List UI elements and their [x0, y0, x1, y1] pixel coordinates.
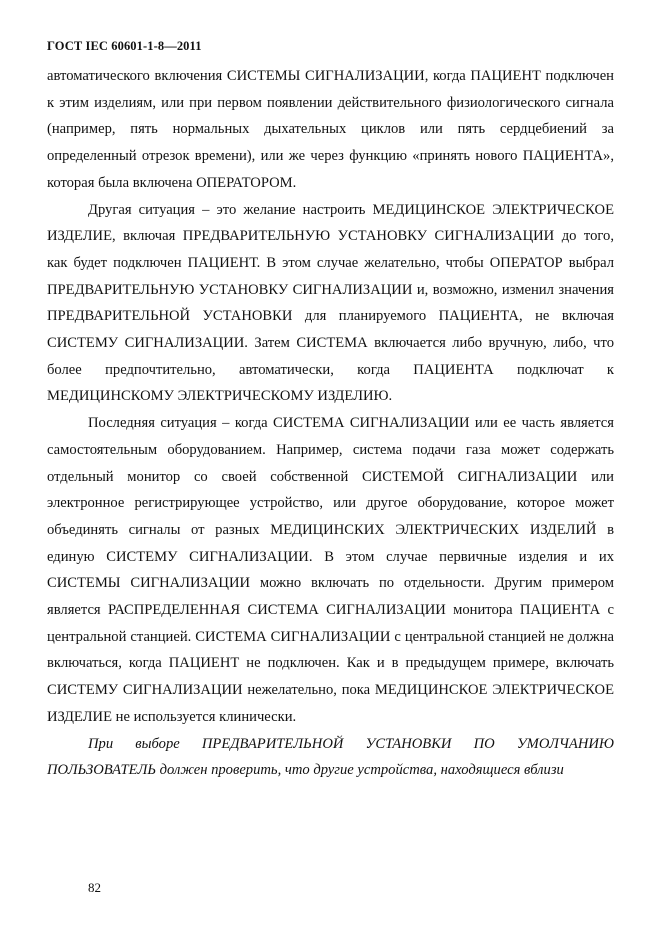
- document-body: [47, 63, 614, 784]
- page-number: 82: [88, 880, 101, 895]
- paragraph-default-preset: При выборе ПРЕДВАРИТЕЛЬНОЙ УСТАНОВКИ ПО УМОЛЧАНИЮ ПОЛЬЗОВАТЕЛЬ должен проверить, что другие устройства, находящиеся вблизи: [47, 735, 614, 779]
- document-page: [47, 0, 614, 936]
- paragraph-standalone-equipment: Последняя ситуация – когда СИСТЕМА СИГНАЛИЗАЦИИ или ее часть является самостоятельным оборудованием. Например, система подачи газа может содержать отдельный монитор со своей собственной СИСТЕМОЙ СИГНАЛИЗАЦИИ или электронное регистрирующее устройство, или другое оборудование, которое может объединять сигналы от разных МЕДИЦИНСКИХ ЭЛЕКТРИЧЕСКИХ ИЗДЕЛИЙ в единую СИСТЕМУ СИГНАЛИЗАЦИИ. В этом случае первичные изделия и их СИСТЕМЫ СИГНАЛИЗАЦИИ можно включать по отдельности. Другим примером является РАСПРЕДЕЛЕННАЯ СИСТЕМА СИГНАЛИЗАЦИИ монитора ПАЦИЕНТА с центральной станцией. СИСТЕМА СИГНАЛИЗАЦИИ с центральной станцией не должна включаться, когда ПАЦИЕНТ не подключен. Как и в предыдущем примере, включать СИСТЕМУ СИГНАЛИЗАЦИИ нежелательно, пока МЕДИЦИНСКОЕ ЭЛЕКТРИЧЕСКОЕ ИЗДЕЛИЕ не используется клинически.: [47, 415, 614, 725]
- paragraph-continuation: автоматического включения СИСТЕМЫ СИГНАЛИЗАЦИИ, когда ПАЦИЕНТ подключен к этим изделиям, или при первом появлении действительного физиологического сигнала (например, пять нормальных дыхательных циклов или пять сердцебиений за определенный отрезок времени), или же через функцию «принять нового ПАЦИЕНТА», которая была включена ОПЕРАТОРОМ.: [47, 68, 614, 191]
- document-header: ГОСТ IEC 60601-1-8—2011: [47, 39, 202, 53]
- paragraph-preset-setup: Другая ситуация – это желание настроить МЕДИЦИНСКОЕ ЭЛЕКТРИЧЕСКОЕ ИЗДЕЛИЕ, включая ПРЕДВАРИТЕЛЬНУЮ УСТАНОВКУ СИГНАЛИЗАЦИИ до того, как будет подключен ПАЦИЕНТ. В этом случае желательно, чтобы ОПЕРАТОР выбрал ПРЕДВАРИТЕЛЬНУЮ УСТАНОВКУ СИГНАЛИЗАЦИИ и, возможно, изменил значения ПРЕДВАРИТЕЛЬНОЙ УСТАНОВКИ для планируемого ПАЦИЕНТА, не включая СИСТЕМУ СИГНАЛИЗАЦИИ. Затем СИСТЕМА включается либо вручную, либо, что более предпочтительно, автоматически, когда ПАЦИЕНТА подключат к МЕДИЦИНСКОМУ ЭЛЕКТРИЧЕСКОМУ ИЗДЕЛИЮ.: [47, 201, 614, 405]
